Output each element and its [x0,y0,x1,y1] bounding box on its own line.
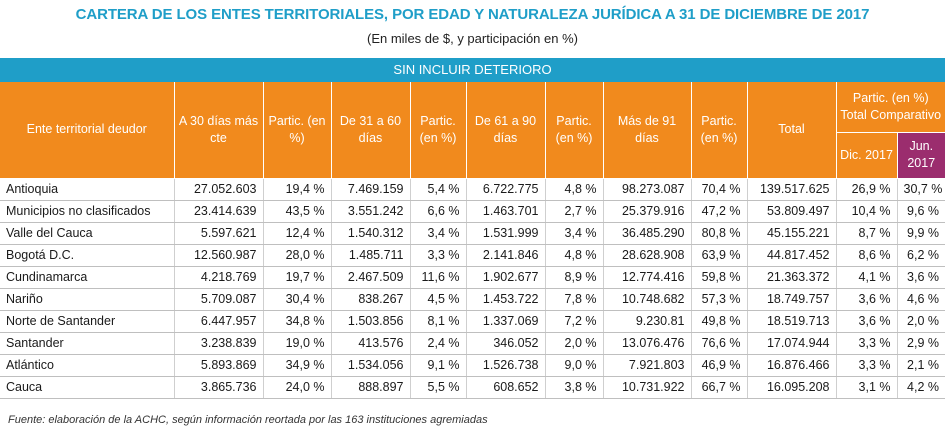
partic-2-cell: 5,4 % [410,178,466,200]
d31-cell: 888.897 [331,376,410,398]
partic-1-cell: 19,7 % [263,266,331,288]
partic-3-cell: 7,8 % [545,288,603,310]
partic-1-cell: 34,8 % [263,310,331,332]
partic-4-cell: 59,8 % [691,266,747,288]
page-subtitle: (En miles de $, y participación en %) [367,31,578,46]
d61-cell: 1.337.069 [466,310,545,332]
partic-2-cell: 11,6 % [410,266,466,288]
d61-cell: 1.453.722 [466,288,545,310]
partic-2-cell: 3,3 % [410,244,466,266]
m91-cell: 28.628.908 [603,244,691,266]
partic-3-cell: 2,0 % [545,332,603,354]
entity-cell: Norte de Santander [0,310,174,332]
d61-cell: 1.902.677 [466,266,545,288]
a30-cell: 5.597.621 [174,222,263,244]
dic-2017-cell: 3,3 % [836,332,897,354]
jun-2017-cell: 9,6 % [897,200,945,222]
section-band: SIN INCLUIR DETERIORO [0,58,945,82]
table-row [0,332,945,354]
header-entity: Ente territorial deudor [0,82,174,178]
table-row [0,222,945,244]
partic-4-cell: 70,4 % [691,178,747,200]
a30-cell: 27.052.603 [174,178,263,200]
header-d61: De 61 a 90 días [466,82,545,178]
partic-4-cell: 57,3 % [691,288,747,310]
table-row [0,310,945,332]
table-row [0,178,945,200]
jun-2017-cell: 9,9 % [897,222,945,244]
total-cell: 18.519.713 [747,310,836,332]
header-m91: Más de 91 días [603,82,691,178]
total-cell: 53.809.497 [747,200,836,222]
table-row [0,200,945,222]
partic-1-cell: 19,4 % [263,178,331,200]
partic-4-cell: 76,6 % [691,332,747,354]
table-row [0,288,945,310]
entity-cell: Municipios no clasificados [0,200,174,222]
entity-cell: Nariño [0,288,174,310]
a30-cell: 3.238.839 [174,332,263,354]
header-partic-3: Partic. (en %) [545,82,603,178]
header-total: Total [747,82,836,178]
jun-2017-cell: 4,6 % [897,288,945,310]
dic-2017-cell: 8,6 % [836,244,897,266]
partic-2-cell: 6,6 % [410,200,466,222]
m91-cell: 98.273.087 [603,178,691,200]
entity-cell: Antioquia [0,178,174,200]
jun-2017-cell: 2,9 % [897,332,945,354]
table-row [0,376,945,398]
d31-cell: 2.467.509 [331,266,410,288]
partic-3-cell: 2,7 % [545,200,603,222]
d61-cell: 346.052 [466,332,545,354]
a30-cell: 5.893.869 [174,354,263,376]
partic-4-cell: 47,2 % [691,200,747,222]
dic-2017-cell: 3,1 % [836,376,897,398]
d31-cell: 7.469.159 [331,178,410,200]
partic-3-cell: 7,2 % [545,310,603,332]
partic-1-cell: 30,4 % [263,288,331,310]
partic-3-cell: 3,8 % [545,376,603,398]
header-dic-2017: Dic. 2017 [836,132,897,178]
partic-1-cell: 12,4 % [263,222,331,244]
header-d31: De 31 a 60 días [331,82,410,178]
entity-cell: Bogotá D.C. [0,244,174,266]
table-row [0,266,945,288]
m91-cell: 12.774.416 [603,266,691,288]
partic-2-cell: 2,4 % [410,332,466,354]
partic-2-cell: 9,1 % [410,354,466,376]
header-partic-1: Partic. (en %) [263,82,331,178]
entity-cell: Atlántico [0,354,174,376]
entity-cell: Cauca [0,376,174,398]
table-row [0,244,945,266]
jun-2017-cell: 4,2 % [897,376,945,398]
m91-cell: 13.076.476 [603,332,691,354]
partic-4-cell: 80,8 % [691,222,747,244]
partic-1-cell: 19,0 % [263,332,331,354]
jun-2017-cell: 2,0 % [897,310,945,332]
total-cell: 18.749.757 [747,288,836,310]
partic-3-cell: 8,9 % [545,266,603,288]
entity-cell: Cundinamarca [0,266,174,288]
total-cell: 139.517.625 [747,178,836,200]
m91-cell: 25.379.916 [603,200,691,222]
partic-3-cell: 3,4 % [545,222,603,244]
entity-cell: Valle del Cauca [0,222,174,244]
dic-2017-cell: 8,7 % [836,222,897,244]
dic-2017-cell: 4,1 % [836,266,897,288]
jun-2017-cell: 6,2 % [897,244,945,266]
data-table [0,82,945,399]
partic-1-cell: 43,5 % [263,200,331,222]
d61-cell: 608.652 [466,376,545,398]
table-body [0,178,945,398]
d31-cell: 3.551.242 [331,200,410,222]
d61-cell: 6.722.775 [466,178,545,200]
partic-4-cell: 63,9 % [691,244,747,266]
d61-cell: 1.526.738 [466,354,545,376]
a30-cell: 3.865.736 [174,376,263,398]
partic-2-cell: 8,1 % [410,310,466,332]
partic-2-cell: 4,5 % [410,288,466,310]
d31-cell: 1.540.312 [331,222,410,244]
dic-2017-cell: 26,9 % [836,178,897,200]
a30-cell: 6.447.957 [174,310,263,332]
partic-2-cell: 3,4 % [410,222,466,244]
d31-cell: 1.503.856 [331,310,410,332]
partic-1-cell: 24,0 % [263,376,331,398]
partic-4-cell: 66,7 % [691,376,747,398]
total-cell: 16.095.208 [747,376,836,398]
m91-cell: 36.485.290 [603,222,691,244]
m91-cell: 9.230.81 [603,310,691,332]
d61-cell: 1.463.701 [466,200,545,222]
partic-4-cell: 49,8 % [691,310,747,332]
a30-cell: 4.218.769 [174,266,263,288]
m91-cell: 10.748.682 [603,288,691,310]
header-partic-2: Partic. (en %) [410,82,466,178]
a30-cell: 5.709.087 [174,288,263,310]
d31-cell: 1.485.711 [331,244,410,266]
entity-cell: Santander [0,332,174,354]
m91-cell: 10.731.922 [603,376,691,398]
table-row [0,354,945,376]
page-title: CARTERA DE LOS ENTES TERRITORIALES, POR EDAD Y NATURALEZA JURÍDICA A 31 DE DICIEMBRE DE 2017 [75,6,870,23]
partic-1-cell: 28,0 % [263,244,331,266]
a30-cell: 23.414.639 [174,200,263,222]
d31-cell: 838.267 [331,288,410,310]
partic-3-cell: 9,0 % [545,354,603,376]
total-cell: 44.817.452 [747,244,836,266]
footnote: Fuente: elaboración de la ACHC, según información reortada por las 163 instituciones agremiadas [8,414,488,426]
m91-cell: 7.921.803 [603,354,691,376]
partic-3-cell: 4,8 % [545,178,603,200]
dic-2017-cell: 3,3 % [836,354,897,376]
d61-cell: 2.141.846 [466,244,545,266]
partic-2-cell: 5,5 % [410,376,466,398]
partic-3-cell: 4,8 % [545,244,603,266]
jun-2017-cell: 30,7 % [897,178,945,200]
d31-cell: 1.534.056 [331,354,410,376]
dic-2017-cell: 3,6 % [836,288,897,310]
total-cell: 21.363.372 [747,266,836,288]
a30-cell: 12.560.987 [174,244,263,266]
jun-2017-cell: 2,1 % [897,354,945,376]
header-comparativo: Partic. (en %) Total Comparativo [836,82,945,132]
dic-2017-cell: 3,6 % [836,310,897,332]
header-jun-2017: Jun. 2017 [897,132,945,178]
total-cell: 45.155.221 [747,222,836,244]
partic-4-cell: 46,9 % [691,354,747,376]
d31-cell: 413.576 [331,332,410,354]
header-a30: A 30 días más cte [174,82,263,178]
jun-2017-cell: 3,6 % [897,266,945,288]
total-cell: 16.876.466 [747,354,836,376]
partic-1-cell: 34,9 % [263,354,331,376]
d61-cell: 1.531.999 [466,222,545,244]
dic-2017-cell: 10,4 % [836,200,897,222]
header-partic-4: Partic. (en %) [691,82,747,178]
total-cell: 17.074.944 [747,332,836,354]
